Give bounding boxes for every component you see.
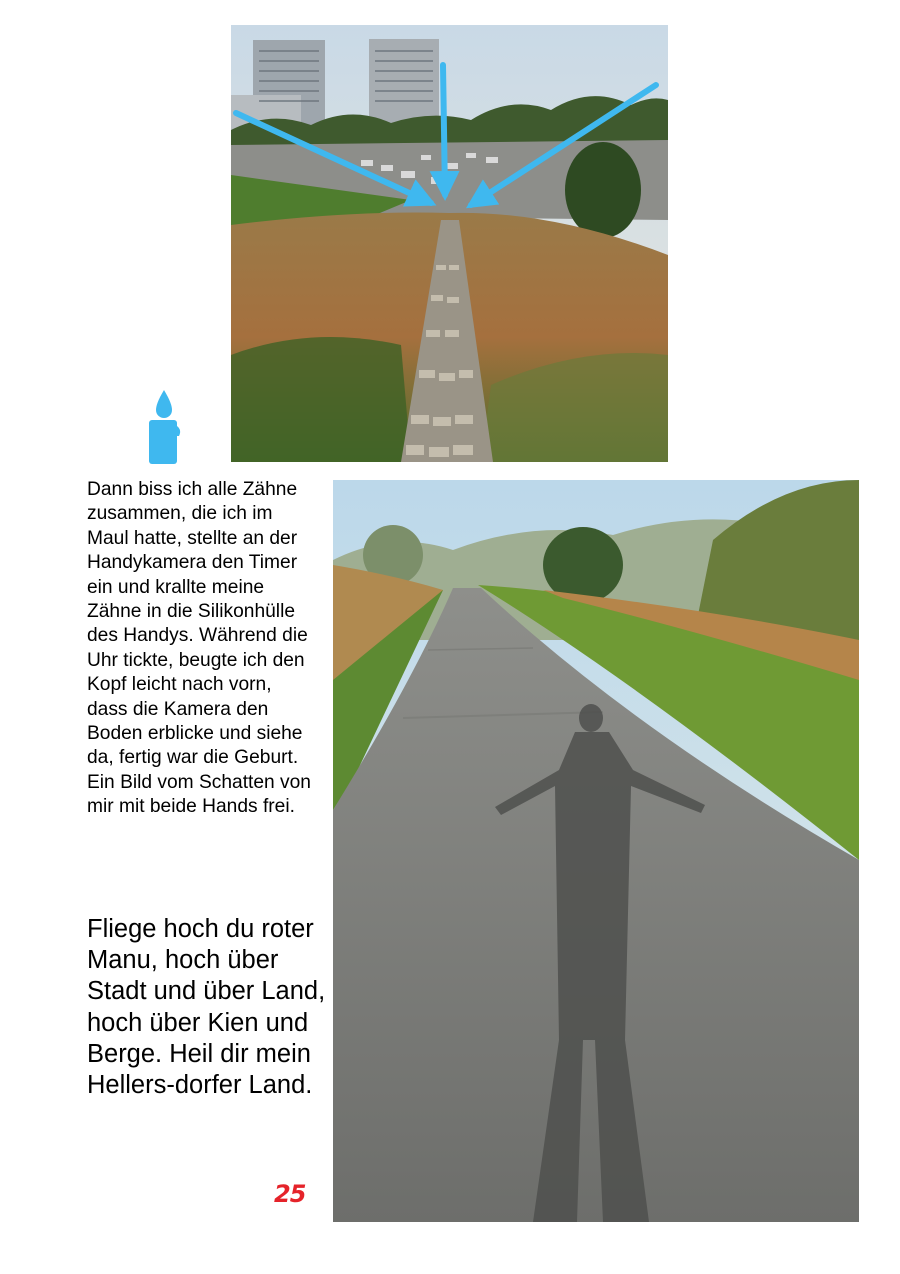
body-paragraph: Dann biss ich alle Zähne zusammen, die ich im Maul hatte, stellte an der Handykamera den Timer ein und krallte meine Zähne in die Silikonhülle des Handys. Während die Uhr tickte, beugte ich den Kopf leicht nach vorn, dass die Kamera den Boden erblicke und siehe da, fertig war die Geburt. Ein Bild vom Schatten von mir mit beide Hands frei.	[87, 479, 311, 818]
poem-paragraph: Fliege hoch du roter Manu, hoch über Stadt und über Land, hoch über Kien und Berge. Heil dir mein Hellers-dorfer Land.	[87, 915, 326, 1100]
top-photo	[231, 25, 668, 462]
cobblestone-path-photo	[231, 25, 668, 462]
page-number: 25	[274, 1180, 306, 1208]
shadow-on-path-photo	[333, 480, 859, 1222]
candle-icon	[146, 390, 182, 464]
bottom-photo	[333, 480, 859, 1222]
